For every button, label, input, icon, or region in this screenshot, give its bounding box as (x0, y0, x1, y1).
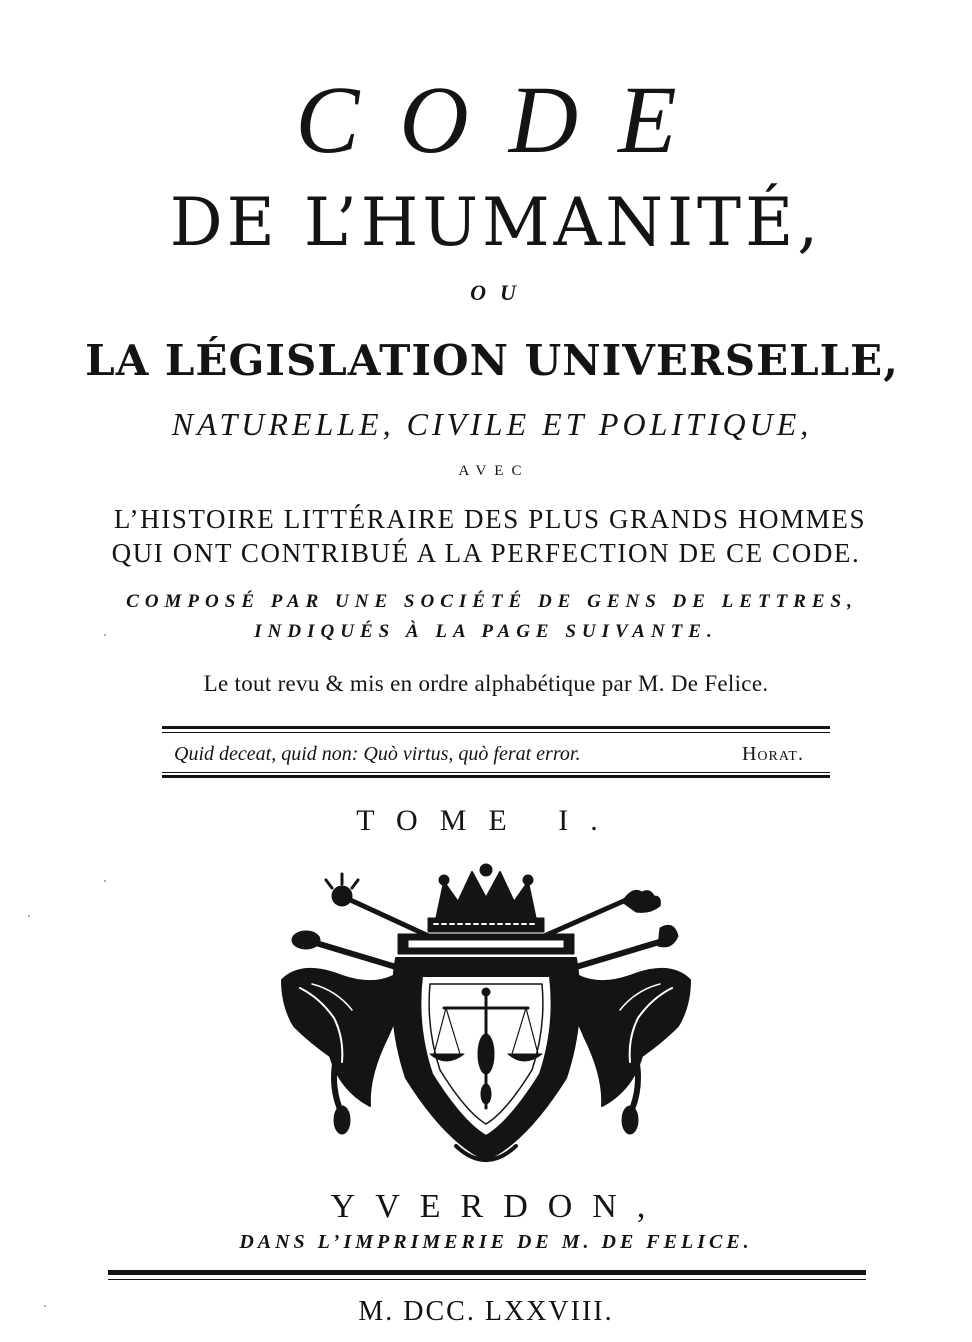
paper-speck (104, 634, 106, 636)
imprint-printer: DANS L’IMPRIMERIE DE M. DE FELICE. (239, 1231, 753, 1253)
motto-bottom-rule-thick (162, 775, 830, 778)
title-ou: OU (470, 280, 530, 305)
crowned-cartouche-scales-of-justice-icon (276, 858, 696, 1168)
imprint-rule-thick (108, 1270, 866, 1275)
editor-line: Le tout revu & mis en ordre alphabétique par M. De Felice. (203, 671, 769, 696)
title-legislation: LA LÉGISLATION UNIVERSELLE, (85, 336, 899, 385)
motto-top-rule-thin (162, 732, 830, 733)
motto-top-rule-thick (162, 726, 830, 729)
motto-quote: Quid deceat, quid non: Quò virtus, quò ferat error. (174, 743, 581, 765)
authorship-line2: INDIQUÉS À LA PAGE SUIVANTE. (254, 621, 718, 642)
imprint-rule-thin (108, 1279, 866, 1280)
motto-bottom-rule-thin (162, 772, 830, 773)
subtitle-naturelle: NATURELLE, CIVILE ET POLITIQUE, (171, 406, 813, 442)
paper-speck (44, 1305, 46, 1307)
imprint-date: M. DCC. LXXVIII. (358, 1296, 614, 1327)
title-code: CODE (295, 66, 717, 173)
paper-speck (28, 915, 30, 917)
motto (162, 740, 830, 768)
subtitle-avec: AVEC (458, 463, 530, 479)
motto-author: Horat. (741, 743, 804, 765)
authorship-line1: COMPOSÉ PAR UNE SOCIÉTÉ DE GENS DE LETTRES, (126, 591, 858, 612)
imprint-place: YVERDON, (330, 1188, 666, 1225)
title-de-l-humanite: DE L’HUMANITÉ, (169, 184, 823, 261)
subtitle-histoire-line2: QUI ONT CONTRIBUÉ A LA PERFECTION DE CE CODE. (111, 538, 861, 568)
paper-speck (104, 880, 106, 882)
volume-label: TOME I. (356, 804, 620, 837)
subtitle-histoire-line1: L’HISTOIRE LITTÉRAIRE DES PLUS GRANDS HOMMES (113, 504, 867, 534)
